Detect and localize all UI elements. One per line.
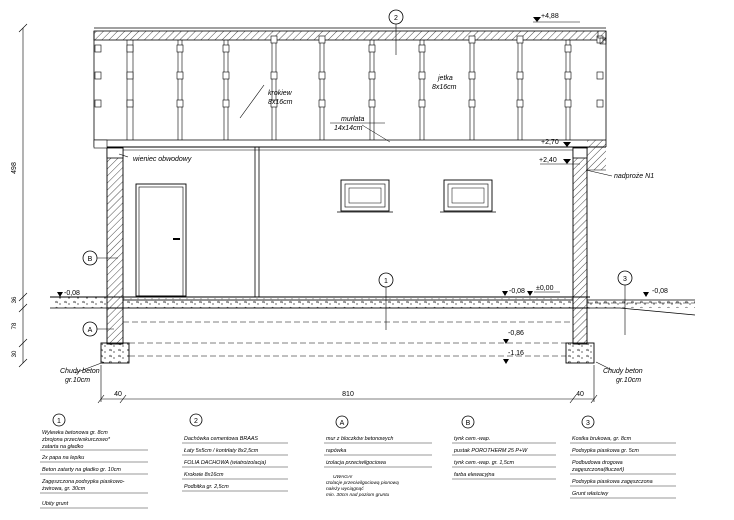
svg-text:2x papa na lepiku: 2x papa na lepiku bbox=[42, 455, 85, 461]
svg-text:Podbitka gr. 2,5cm: Podbitka gr. 2,5cm bbox=[184, 484, 229, 490]
svg-text:FOLIA DACHOWA (wiatroizolacja): FOLIA DACHOWA (wiatroizolacja) bbox=[184, 460, 267, 466]
svg-text:B: B bbox=[87, 256, 93, 263]
dim-width-left: 40 bbox=[114, 391, 122, 398]
svg-text:Podbudowa drogowa: Podbudowa drogowa bbox=[572, 460, 623, 466]
svg-text:-0,08: -0,08 bbox=[509, 288, 525, 295]
legend-2 bbox=[182, 414, 288, 491]
elevation-ground-left bbox=[57, 290, 80, 297]
svg-text:8x16cm: 8x16cm bbox=[268, 99, 293, 106]
label-chudy-beton-left bbox=[60, 362, 104, 384]
svg-text:nadproże N1: nadproże N1 bbox=[614, 173, 655, 180]
batten-blocks bbox=[95, 36, 603, 107]
svg-text:Krokwie 8x16cm: Krokwie 8x16cm bbox=[184, 472, 224, 478]
window-left bbox=[337, 180, 393, 212]
svg-text:wieniec obwodowy: wieniec obwodowy bbox=[133, 156, 192, 163]
svg-text:murłata: murłata bbox=[341, 116, 365, 123]
elevation-ground-mid bbox=[502, 288, 525, 296]
label-nadproze bbox=[586, 170, 654, 180]
svg-text:tynk cem.-wap.: tynk cem.-wap. bbox=[454, 436, 491, 442]
svg-text:żwirowa, gr. 30cm: żwirowa, gr. 30cm bbox=[42, 486, 86, 492]
svg-text:UWAGA!: UWAGA! bbox=[333, 475, 353, 480]
svg-text:zagęszczona(tłuczeń): zagęszczona(tłuczeń) bbox=[572, 467, 625, 473]
svg-text:rapówka: rapówka bbox=[326, 448, 347, 454]
label-murlata bbox=[330, 116, 390, 142]
svg-text:jetka: jetka bbox=[438, 75, 453, 82]
svg-text:Izolacje przeciwilgociową pion: Izolacje przeciwilgociową pionową bbox=[326, 481, 399, 486]
svg-text:2: 2 bbox=[394, 15, 398, 22]
svg-text:A: A bbox=[339, 420, 345, 427]
svg-text:Ubity grunt: Ubity grunt bbox=[42, 501, 69, 507]
label-krokiew bbox=[240, 85, 293, 118]
dim-height-3: 30 bbox=[12, 350, 18, 358]
svg-text:zbrojona przeciwskurczowo*: zbrojona przeciwskurczowo* bbox=[42, 437, 111, 443]
dim-width-right: 40 bbox=[576, 391, 584, 398]
svg-text:tynk cem.-wap. gr. 1,5cm: tynk cem.-wap. gr. 1,5cm bbox=[454, 460, 515, 466]
label-chudy-beton-right bbox=[596, 362, 643, 384]
svg-text:min. 30cm nad poziom gruntu: min. 30cm nad poziom gruntu bbox=[326, 493, 390, 498]
svg-text:1: 1 bbox=[384, 278, 388, 285]
window-right bbox=[440, 180, 496, 212]
svg-text:B: B bbox=[465, 420, 471, 427]
svg-text:Podsypka piaskowa gr. 5cm: Podsypka piaskowa gr. 5cm bbox=[572, 448, 639, 454]
svg-text:-0,86: -0,86 bbox=[508, 330, 524, 337]
vertical-dimensions bbox=[19, 24, 27, 367]
svg-text:Chudy beton: Chudy beton bbox=[603, 368, 643, 375]
svg-text:Podsypka piaskowa zagęszczona: Podsypka piaskowa zagęszczona bbox=[572, 479, 653, 485]
svg-text:Dachówka cementowa BRAAS: Dachówka cementowa BRAAS bbox=[184, 436, 259, 442]
svg-text:należy wyciągnąć: należy wyciągnąć bbox=[326, 487, 364, 492]
svg-text:Zagęszczona podsypka piaskowo-: Zagęszczona podsypka piaskowo- bbox=[42, 479, 125, 485]
svg-text:8x16cm: 8x16cm bbox=[432, 84, 457, 91]
svg-text:Wylewka betonowa gr. 8cm: Wylewka betonowa gr. 8cm bbox=[42, 430, 108, 436]
svg-text:+2,40: +2,40 bbox=[539, 157, 557, 164]
dim-height-total: 498 bbox=[11, 162, 18, 174]
elevation-ground-right bbox=[643, 288, 668, 297]
roof-eave-strip bbox=[94, 31, 606, 40]
dim-width-mid: 810 bbox=[342, 391, 354, 398]
svg-text:farba elewacyjna: farba elewacyjna bbox=[454, 472, 495, 478]
dim-height-1: 36 bbox=[12, 296, 18, 304]
elevation-foundation-top bbox=[503, 330, 524, 344]
elevation-ridge bbox=[533, 13, 580, 22]
label-jetka bbox=[432, 75, 457, 91]
svg-text:izolacja przeciwilgociowa: izolacja przeciwilgociowa bbox=[326, 460, 386, 466]
label-wieniec bbox=[119, 154, 192, 163]
svg-text:Chudy beton: Chudy beton bbox=[60, 368, 100, 375]
svg-text:14x14cm: 14x14cm bbox=[334, 125, 363, 132]
elevation-foundation-bottom bbox=[503, 350, 524, 364]
svg-text:mur z bloczków betonowych: mur z bloczków betonowych bbox=[326, 436, 394, 442]
dim-height-2: 78 bbox=[12, 322, 18, 330]
legend-1 bbox=[40, 414, 148, 508]
svg-text:gr.10cm: gr.10cm bbox=[616, 377, 642, 384]
svg-text:-0,08: -0,08 bbox=[64, 290, 80, 297]
svg-text:Kostka brukowa, gr. 8cm: Kostka brukowa, gr. 8cm bbox=[572, 436, 632, 442]
svg-text:zatarta na gładko: zatarta na gładko bbox=[42, 444, 84, 450]
svg-text:Grunt właściwy: Grunt właściwy bbox=[572, 491, 609, 497]
elevation-zero bbox=[527, 285, 560, 296]
svg-text:-1,16: -1,16 bbox=[508, 350, 524, 357]
door bbox=[136, 184, 186, 296]
svg-text:pustak POROTHERM 25 P+W: pustak POROTHERM 25 P+W bbox=[454, 448, 528, 454]
wall-left bbox=[107, 148, 123, 308]
legend-a bbox=[324, 416, 432, 498]
svg-text:3: 3 bbox=[623, 276, 627, 283]
svg-text:1: 1 bbox=[57, 418, 61, 425]
svg-text:krokiew: krokiew bbox=[268, 90, 292, 97]
legend-b bbox=[452, 416, 556, 479]
svg-text:+2,70: +2,70 bbox=[541, 139, 559, 146]
floor-slab bbox=[50, 297, 695, 315]
svg-text:-0,08: -0,08 bbox=[652, 288, 668, 295]
svg-text:A: A bbox=[87, 327, 93, 334]
svg-text:±0,00: ±0,00 bbox=[536, 285, 554, 292]
wall-right bbox=[573, 148, 587, 308]
svg-text:Łaty 5x5cm / kontrłaty 8x2,5cm: Łaty 5x5cm / kontrłaty 8x2,5cm bbox=[184, 448, 259, 454]
svg-text:gr.10cm: gr.10cm bbox=[65, 377, 91, 384]
svg-text:2: 2 bbox=[194, 418, 198, 425]
svg-text:+4,88: +4,88 bbox=[541, 13, 559, 20]
svg-text:Beton zatarty na gładko gr. 10: Beton zatarty na gładko gr. 10cm bbox=[42, 467, 121, 473]
svg-text:3: 3 bbox=[586, 420, 590, 427]
legend-3 bbox=[570, 416, 676, 498]
